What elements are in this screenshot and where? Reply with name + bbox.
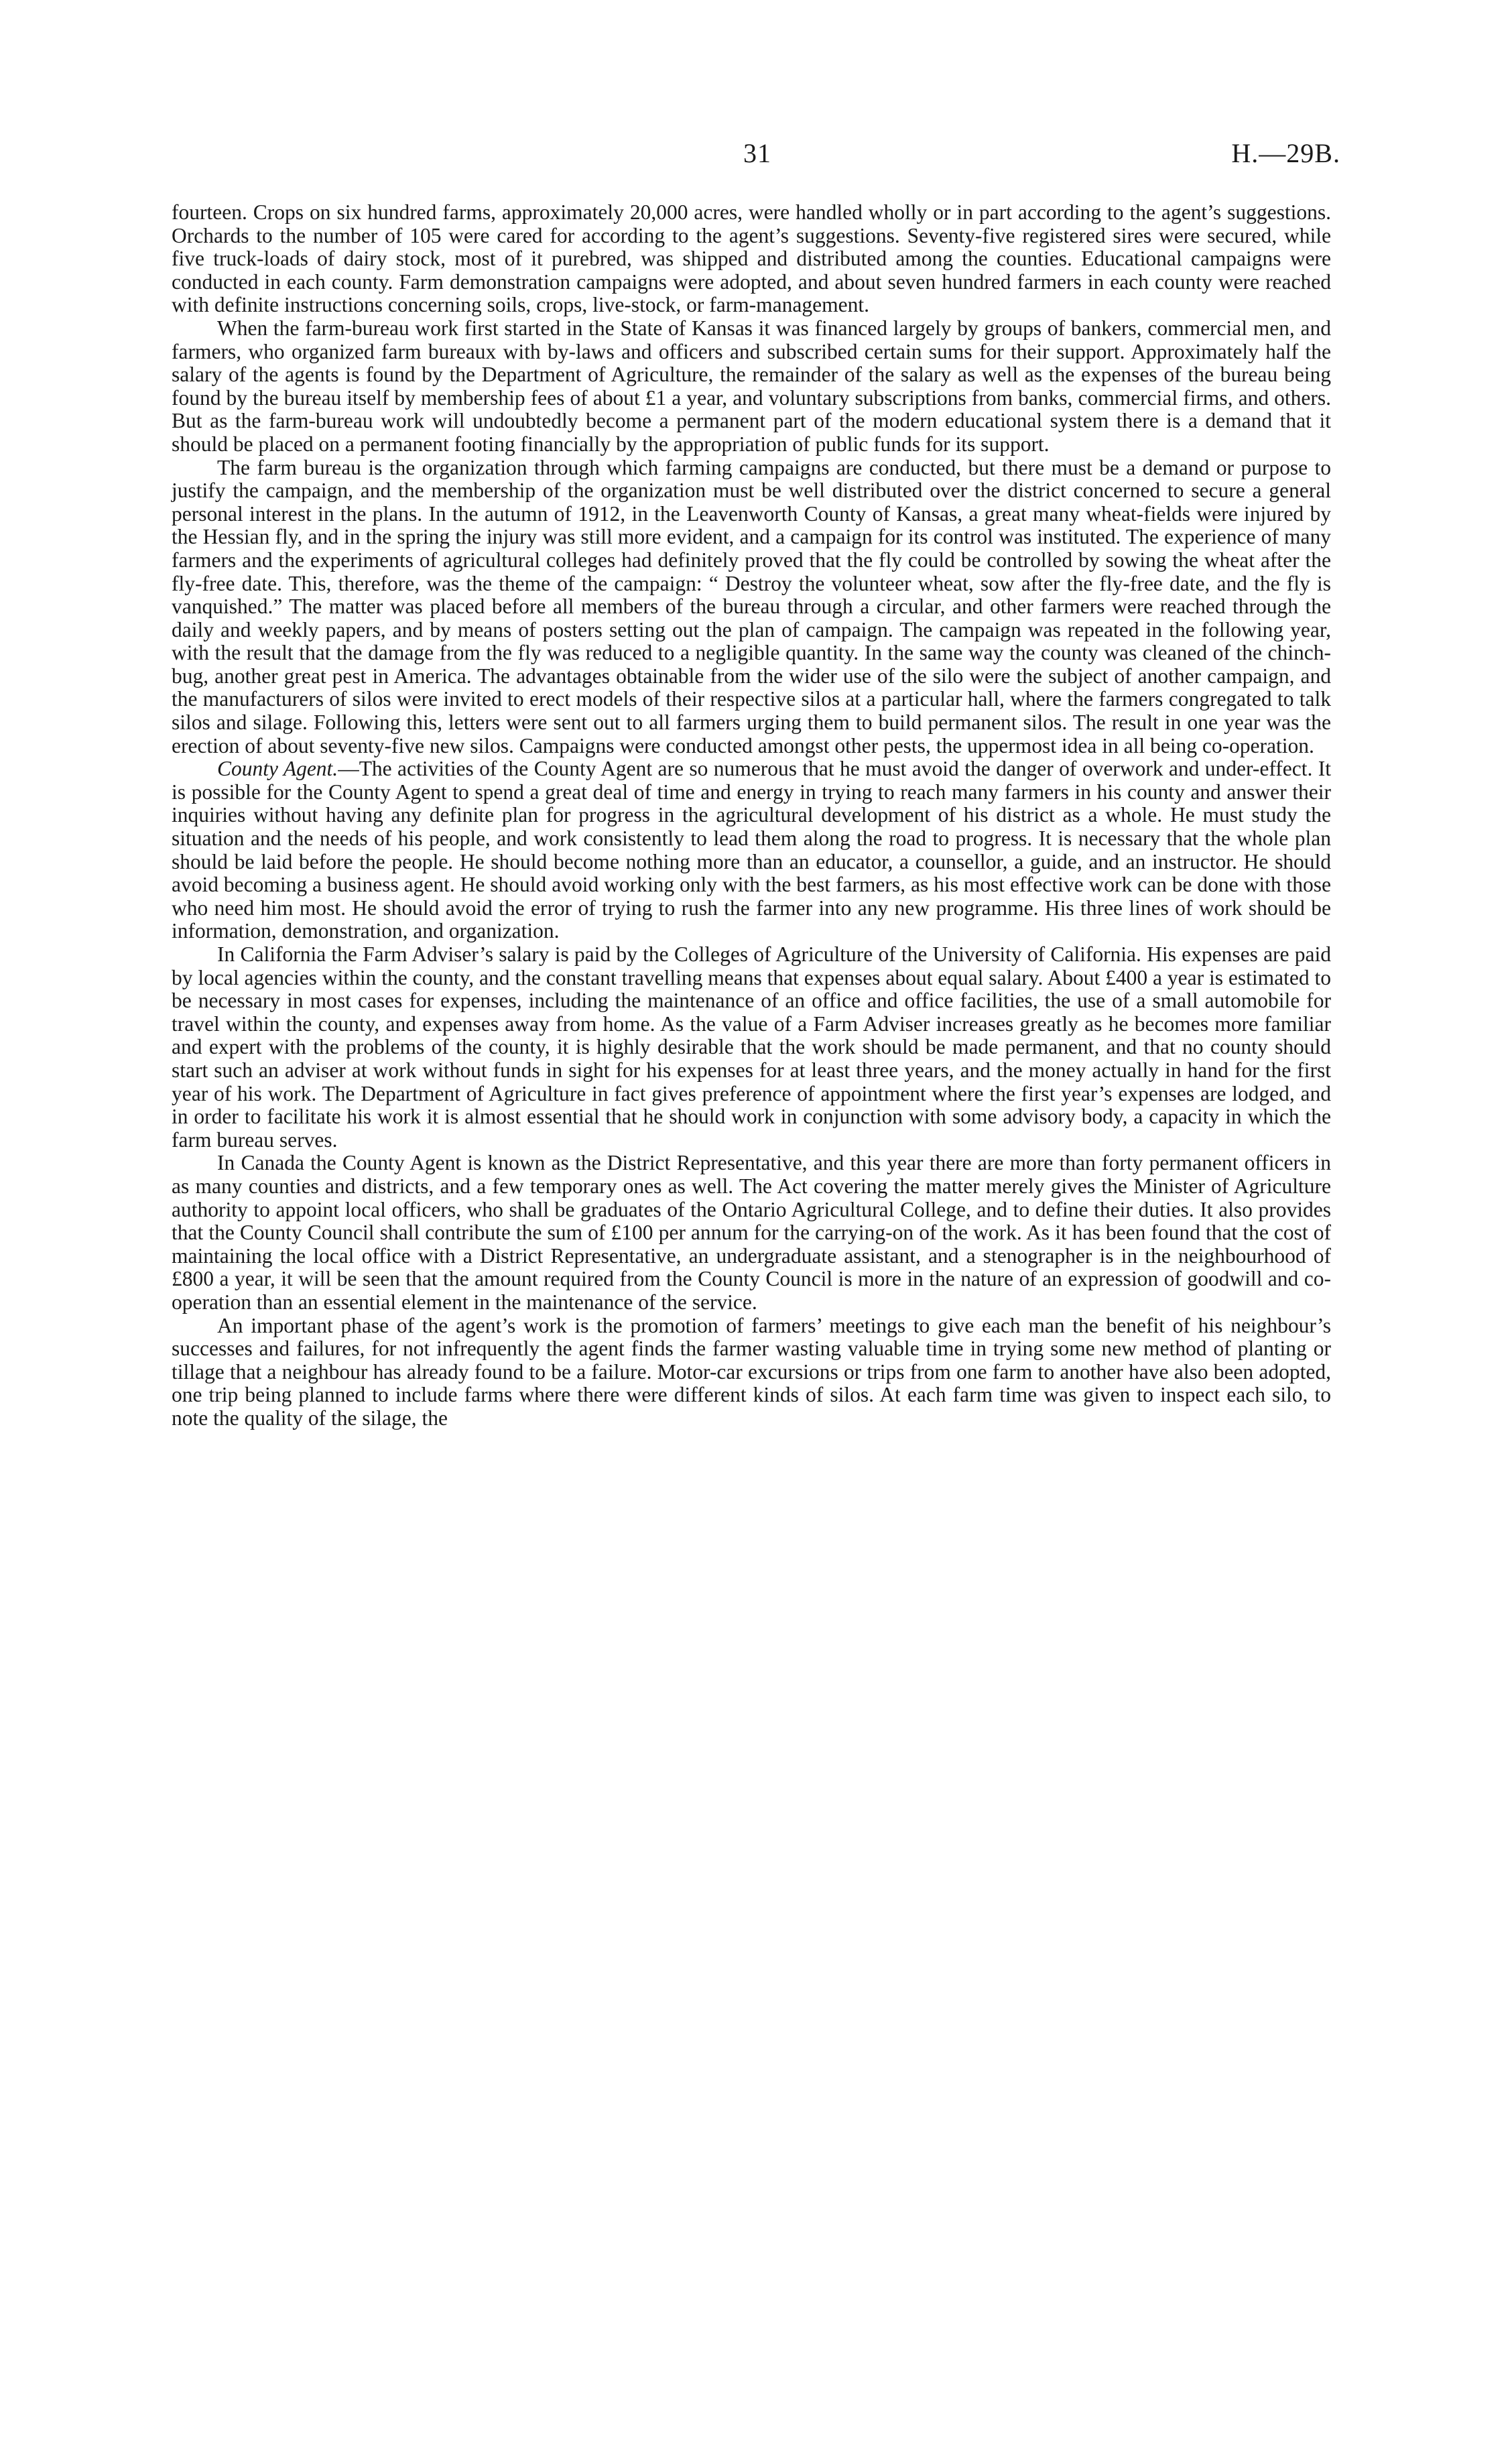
page-number: 31 <box>743 138 771 168</box>
paragraph-1: fourteen. Crops on six hundred farms, approximately 20,000 acres, were handled wholly or in part according to the agent’s suggestions. Orchards to the number of 105 were cared for according to the agent’s suggestions. Seventy-five registered sires were secured, while five truck-loads of dairy stock, most of it purebred, was shipped and distributed among the counties. Educational campaigns were conducted in each county. Farm demonstration campaigns were adopted, and about seven hundred farmers in each county were reached with definite instructions concerning soils, crops, live-stock, or farm-management. <box>172 200 1331 317</box>
paragraph-6: In Canada the County Agent is known as the District Representative, and this year there are more than forty permanent officers in as many counties and districts, and a few temporary ones as well. The Act covering the matter merely gives the Minister of Agriculture authority to appoint local officers, who shall be graduates of the Ontario Agricultural College, and to define their duties. It also provides that the County Council shall contribute the sum of £100 per annum for the carrying-on of the work. As it has been found that the cost of maintaining the local office with a District Representative, an undergraduate assistant, and a stenographer is in the neighbourhood of £800 a year, it will be seen that the amount required from the County Council is more in the nature of an expression of goodwill and co-operation than an essential element in the maintenance of the service. <box>172 1151 1331 1314</box>
paragraph-5: In California the Farm Adviser’s salary is paid by the Colleges of Agriculture of the University of California. His expenses are paid by local agencies within the county, and the constant travelling means that expenses about equal salary. About £400 a year is estimated to be necessary in most cases for expenses, including the maintenance of an office and office facilities, the use of a small automobile for travel within the county, and expenses away from home. As the value of a Farm Adviser increases greatly as he becomes more familiar and expert with the problems of the county, it is highly desirable that the work should be made permanent, and that no county should start such an adviser at work without funds in sight for his expenses for at least three years, and the money actually in hand for the first year of his work. The Department of Agriculture in fact gives preference of appointment where the first year’s expenses are lodged, and in order to facilitate his work it is almost essential that he should work in conjunction with some advisory body, a capacity in which the farm bureau serves. <box>172 942 1331 1152</box>
paragraph-3: The farm bureau is the organization through which farming campaigns are conducted, but there must be a demand or purpose to justify the campaign, and the membership of the organization must be well distributed over the district concerned to secure a general personal interest in the plans. In the autumn of 1912, in the Leavenworth County of Kansas, a great many wheat-fields were injured by the Hessian fly, and in the spring the injury was still more evident, and a campaign for its control was instituted. The experience of many farmers and the experiments of agricultural colleges had definitely proved that the fly could be controlled by sowing the wheat after the fly-free date. This, therefore, was the theme of the campaign: “ Destroy the volunteer wheat, sow after the fly-free date, and the fly is vanquished.” The matter was placed before all members of the bureau through a circular, and other farmers were reached through the daily and weekly papers, and by means of posters setting out the plan of campaign. The campaign was repeated in the following year, with the result that the damage from the fly was reduced to a negligible quantity. In the same way the county was cleaned of the chinch-bug, another great pest in America. The advantages obtainable from the wider use of the silo were the subject of another campaign, and the manufacturers of silos were invited to erect models of their respective silos at a particular hall, where the farmers congregated to talk silos and silage. Following this, letters were sent out to all farmers urging them to build permanent silos. The result in one year was the erection of about seventy-five new silos. Campaigns were conducted amongst other pests, the uppermost idea in all being co-operation. <box>172 455 1331 757</box>
paragraph-4-text: —The activities of the County Agent are so numerous that he must avoid the danger of overwork and under-effect. It is possible for the County Agent to spend a great deal of time and energy in trying to reach many farmers in his county and answer their inquiries without having any definite plan for progress in the agricultural development of his district as a whole. He must study the situation and the needs of his people, and work consistently to lead them along the road to progress. It is necessary that the whole plan should be laid before the people. He should become nothing more than an educator, a counsellor, a guide, and an instructor. He should avoid becoming a business agent. He should avoid working only with the best farmers, as his most effective work can be done with those who need him most. He should avoid the error of trying to rush the farmer into any new programme. His three lines of work should be information, demonstration, and organization. <box>172 757 1332 943</box>
section-heading-county-agent: County Agent. <box>217 757 338 781</box>
paragraph-2: When the farm-bureau work first started in the State of Kansas it was financed largely by groups of bankers, commercial men, and farmers, who organized farm bureaux with by-laws and officers and subscribed certain sums for their support. Approximately half the salary of the agents is found by the Department of Agriculture, the remainder of the salary as well as the expenses of the bureau being found by the bureau itself by membership fees of about £1 a year, and voluntary subscriptions from banks, commercial firms, and others. But as the farm-bureau work will undoubtedly become a permanent part of the modern educational system there is a demand that it should be placed on a permanent footing financially by the appropriation of public funds for its support. <box>172 316 1331 456</box>
paragraph-4 <box>172 757 1331 943</box>
document-reference: H.—29B. <box>1231 138 1340 168</box>
paragraph-7: An important phase of the agent’s work is the promotion of farmers’ meetings to give each man the benefit of his neighbour’s successes and failures, for not infrequently the agent finds the farmer wasting valuable time in trying some new method of planting or tillage that a neighbour has already found to be a failure. Motor-car excursions or trips from one farm to another have also been adopted, one trip being planned to include farms where there were different kinds of silos. At each farm time was given to inspect each silo, to note the quality of the silage, the <box>172 1313 1331 1430</box>
body-text <box>172 201 1331 1430</box>
